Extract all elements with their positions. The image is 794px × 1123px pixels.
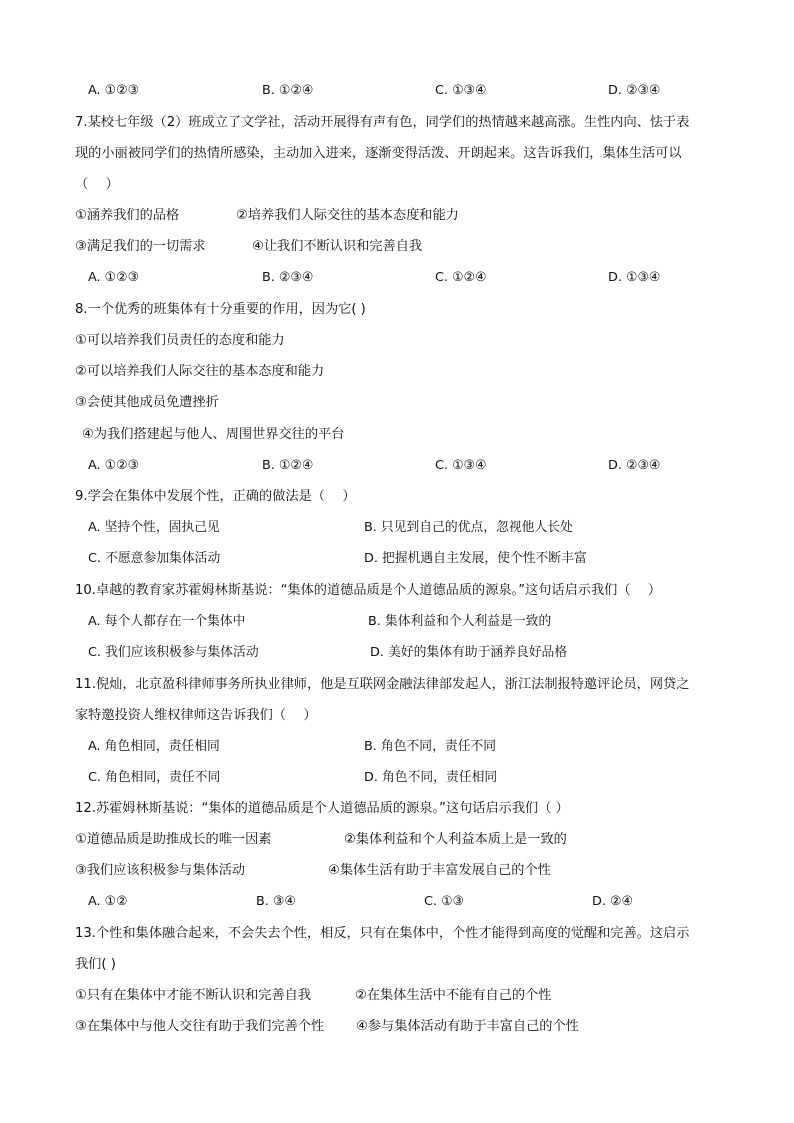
q7-option-a: A. ①②③ — [88, 270, 140, 285]
q12-item-1: ①道德品质是助推成长的唯一因素 — [75, 832, 272, 847]
q11-stem-line1: 11.倪灿，北京盈科律师事务所执业律师，他是互联网金融法律部发起人，浙江法制报特邀评论员，网贷之 — [75, 677, 690, 692]
q8-item-1: ①可以培养我们员责任的态度和能力 — [75, 333, 285, 348]
q9-option-d: D. 把握机遇自主发展，使个性不断丰富 — [364, 551, 587, 566]
q7-option-b: B. ②③④ — [262, 270, 314, 285]
q11-option-b: B. 角色不同，责任不同 — [364, 739, 497, 754]
q9-stem: 9.学会在集体中发展个性，正确的做法是（ ） — [75, 489, 356, 504]
q6-option-a: A. ①②③ — [88, 83, 140, 98]
q6-option-d: D. ②③④ — [608, 83, 661, 98]
q8-option-a: A. ①②③ — [88, 458, 140, 473]
q7-stem-line3: （ ） — [75, 177, 119, 192]
q10-option-c: C. 我们应该积极参与集体活动 — [88, 645, 259, 660]
q13-stem-line2: 我们( ) — [75, 957, 116, 972]
q11-option-c: C. 角色相同，责任不同 — [88, 770, 221, 785]
q11-option-d: D. 角色不同，责任相同 — [364, 770, 498, 785]
q8-item-3: ③会使其他成员免遭挫折 — [75, 395, 219, 410]
q8-item-2: ②可以培养我们人际交往的基本态度和能力 — [75, 364, 325, 379]
q12-option-a: A. ①② — [88, 894, 128, 909]
q7-stem-line2: 现的小丽被同学们的热情所感染，主动加入进来，逐渐变得活泼、开朗起来。这告诉我们，集体生活可以 — [75, 146, 682, 161]
q12-item-3: ③我们应该积极参与集体活动 — [75, 863, 246, 878]
q13-item-3: ③在集体中与他人交往有助于我们完善个性 — [75, 1019, 325, 1034]
q7-option-c: C. ①②④ — [435, 270, 487, 285]
q7-item-1: ①涵养我们的品格 — [75, 208, 180, 223]
q10-option-d: D. 美好的集体有助于涵养良好品格 — [370, 645, 568, 660]
q10-option-a: A. 每个人都存在一个集体中 — [88, 614, 246, 629]
q8-item-4: ④为我们搭建起与他人、周围世界交往的平台 — [82, 427, 345, 442]
q8-option-d: D. ②③④ — [608, 458, 661, 473]
q8-stem: 8.一个优秀的班集体有十分重要的作用，因为它( ) — [75, 302, 366, 317]
q12-item-4: ④集体生活有助于丰富发展自己的个性 — [328, 863, 551, 878]
q12-item-2: ②集体利益和个人利益本质上是一致的 — [344, 832, 567, 847]
q12-option-d: D. ②④ — [592, 894, 633, 909]
q7-item-3: ③满足我们的一切需求 — [75, 239, 206, 254]
q11-option-a: A. 角色相同，责任相同 — [88, 739, 220, 754]
q10-stem: 10.卓越的教育家苏霍姆林斯基说：“集体的道德品质是个人道德品质的源泉。”这句话启示我们（ ） — [75, 583, 662, 598]
q10-option-b: B. 集体利益和个人利益是一致的 — [368, 614, 552, 629]
q8-option-b: B. ①②④ — [262, 458, 314, 473]
q13-stem-line1: 13.个性和集体融合起来，不会失去个性，相反，只有在集体中，个性才能得到高度的觉醒和完善。这启示 — [75, 926, 690, 941]
q7-option-d: D. ①③④ — [608, 270, 661, 285]
q12-stem: 12.苏霍姆林斯基说：“集体的道德品质是个人道德品质的源泉。”这句话启示我们（ ） — [75, 801, 569, 816]
q13-item-4: ④参与集体活动有助于丰富自己的个性 — [356, 1019, 579, 1034]
q8-option-c: C. ①③④ — [435, 458, 487, 473]
q9-option-b: B. 只见到自己的优点，忽视他人长处 — [364, 520, 573, 535]
q7-stem-line1: 7.某校七年级（2）班成立了文学社，活动开展得有声有色，同学们的热情越来越高涨。生性内向、怯于表 — [75, 115, 690, 130]
q7-item-4: ④让我们不断认识和完善自我 — [252, 239, 423, 254]
q11-stem-line2: 家特邀投资人维权律师这告诉我们（ ） — [75, 708, 317, 723]
q13-item-2: ②在集体生活中不能有自己的个性 — [355, 988, 552, 1003]
q6-option-b: B. ①②④ — [262, 83, 314, 98]
q6-option-c: C. ①③④ — [435, 83, 487, 98]
q9-option-c: C. 不愿意参加集体活动 — [88, 551, 221, 566]
q9-option-a: A. 坚持个性，固执己见 — [88, 520, 220, 535]
q12-option-c: C. ①③ — [424, 894, 465, 909]
q7-item-2: ②培养我们人际交往的基本态度和能力 — [236, 208, 459, 223]
q13-item-1: ①只有在集体中才能不断认识和完善自我 — [75, 988, 312, 1003]
q12-option-b: B. ③④ — [256, 894, 296, 909]
